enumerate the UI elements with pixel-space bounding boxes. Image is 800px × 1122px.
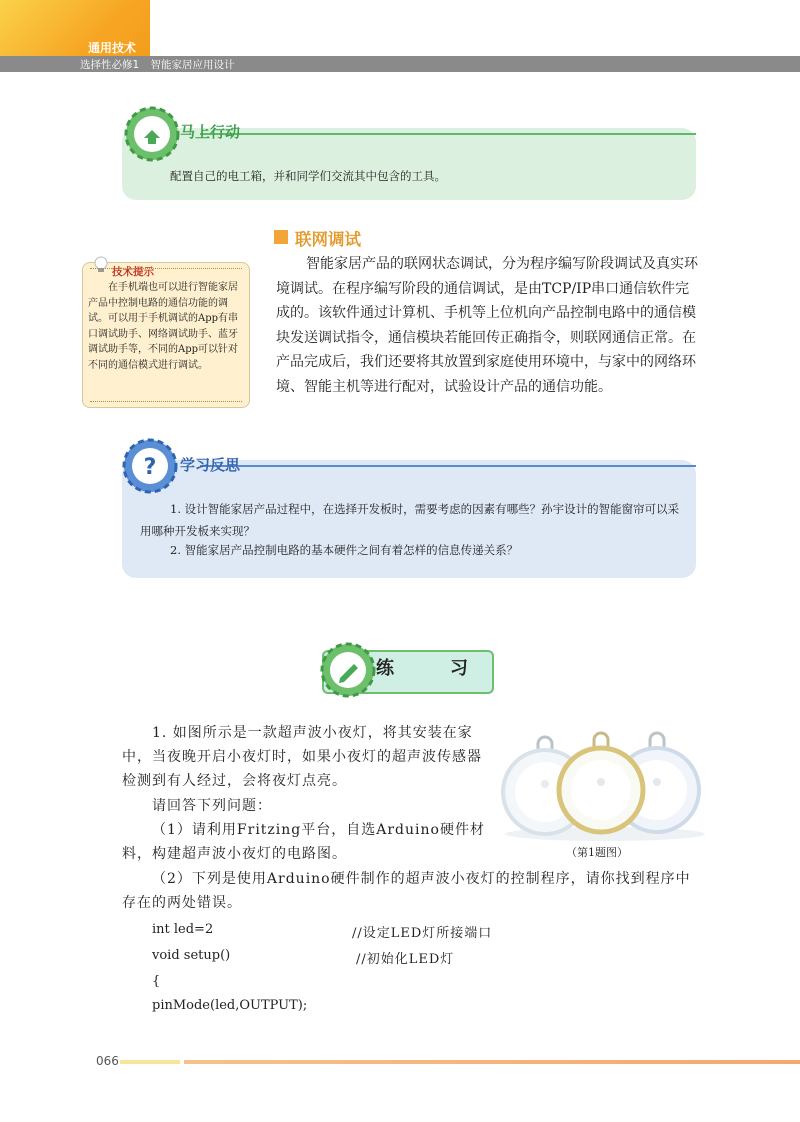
tip-title: 技术提示 xyxy=(112,266,154,278)
exercise-part-2: （2）下列是使用Arduino硬件制作的超声波小夜灯的控制程序，请你找到程序中存在的两处错误。 xyxy=(122,871,691,911)
action-title: 马上行动 xyxy=(180,123,241,141)
exercise-part-1: （1）请利用Fritzing平台，自选Arduino硬件材料，构建超声波小夜灯的电路图。 xyxy=(122,822,485,862)
chapter-title: 智能家居应用设计 xyxy=(150,59,235,71)
exercise-title-left: 练 xyxy=(376,658,394,679)
review-title-rule xyxy=(200,465,696,467)
page-number: 066 xyxy=(96,1054,119,1068)
action-title-rule xyxy=(200,133,696,135)
review-title: 学习反思 xyxy=(180,456,241,474)
network-section-title: 联网调试 xyxy=(295,230,361,249)
code-comment-1: //设定LED灯所接端口 xyxy=(352,926,493,941)
footer-bar-yellow xyxy=(120,1060,180,1064)
book-title: 通用技术 xyxy=(88,41,137,55)
figure-caption: （第1题图） xyxy=(566,846,628,859)
action-text: 配置自己的电工箱，并和同学们交流其中包含的工具。 xyxy=(170,169,446,183)
code-line-2: void setup() xyxy=(152,948,231,963)
footer-bar-orange xyxy=(184,1060,800,1064)
exercise-title xyxy=(376,654,468,680)
chapter-breadcrumb xyxy=(80,57,235,72)
exercise-please: 请回答下列问题： xyxy=(152,798,272,814)
gear-hand-icon xyxy=(122,104,178,160)
gear-question-icon xyxy=(120,436,176,492)
tip-divider-bottom xyxy=(90,401,242,402)
gear-pencil-icon xyxy=(318,640,374,696)
code-line-4: pinMode(led,OUTPUT); xyxy=(152,998,308,1013)
code-line-1: int led=2 xyxy=(152,922,214,937)
exercise-q1-intro: 1. 如图所示是一款超声波小夜灯，将其安装在家中，当夜晚开启小夜灯时，如果小夜灯的超声波传感器检测到有人经过，会将夜灯点亮。 xyxy=(122,725,482,789)
section-square-icon xyxy=(274,230,288,244)
svg-text:?: ? xyxy=(143,455,157,480)
code-comment-2: //初始化LED灯 xyxy=(356,952,455,967)
tip-body: 在手机端也可以进行智能家居产品中控制电路的通信功能的调试。可以用于手机调试的App有串口调试助手、网络调试助手、蓝牙调试助手等，不同的App可以针对不同的通信模式进行调试。 xyxy=(88,282,239,371)
exercise-title-right: 习 xyxy=(450,658,468,679)
code-line-3: { xyxy=(152,974,161,989)
review-question-1: 1. 设计智能家居产品过程中，在选择开发板时，需要考虑的因素有哪些？孙宇设计的智能窗帘可以采用哪种开发板来实现？ xyxy=(140,502,680,538)
night-light-figure xyxy=(500,726,710,846)
lightbulb-icon xyxy=(90,254,112,280)
review-question-2: 2. 智能家居产品控制电路的基本硬件之间有着怎样的信息传递关系？ xyxy=(170,543,519,557)
network-section-body: 智能家居产品的联网状态调试，分为程序编写阶段调试及真实环境调试。在程序编写阶段的通信调试，是由TCP/IP串口通信软件完成的。该软件通过计算机、手机等上位机向产品控制电路中的通信模块发送调试指令，通信模块若能回传正确指令，则联网通信正常。在产品完成后，我们还要将其放置到家庭使用环境中，与家中的网络环境、智能主机等进行配对，试验设计产品的通信功能。 xyxy=(276,256,698,395)
tip-divider-top xyxy=(90,268,242,269)
book-subtitle: 选择性必修1 xyxy=(80,59,140,71)
